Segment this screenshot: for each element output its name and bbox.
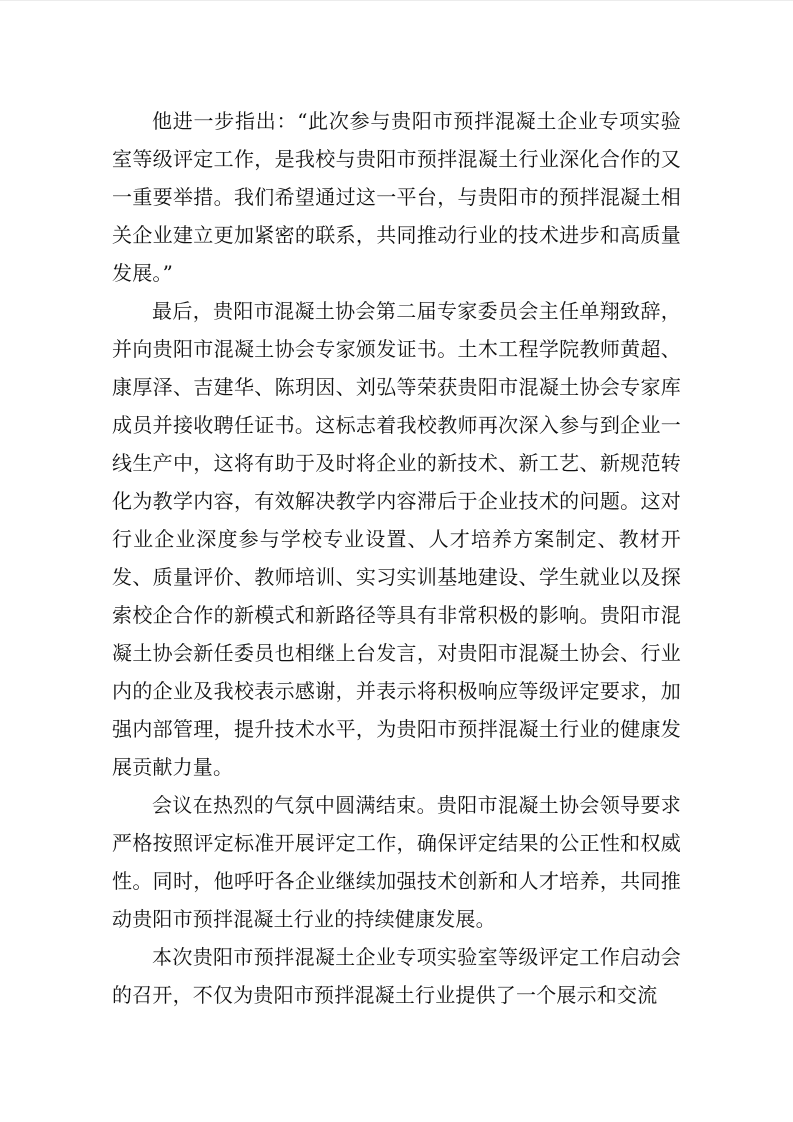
paragraph-closing-partial: 本次贵阳市预拌混凝土企业专项实验室等级评定工作启动会的召开，不仅为贵阳市预拌混凝土行业提供了一个展示和交流: [112, 945, 681, 1007]
document-text-block: [112, 102, 681, 1014]
paragraph-quote-statement: 他进一步指出：“此次参与贵阳市预拌混凝土企业专项实验室等级评定工作，是我校与贵阳市预拌混凝土行业深化合作的又一重要举措。我们希望通过这一平台，与贵阳市的预拌混凝土相关企业建立更加紧密的联系，共同推动行业的技术进步和高质量发展。”: [112, 109, 681, 285]
paragraph-ceremony-and-certificates: 最后，贵阳市混凝土协会第二届专家委员会主任单翔致辞，并向贵阳市混凝土协会专家颁发证书。土木工程学院教师黄超、康厚泽、吉建华、陈玥因、刘弘等荣获贵阳市混凝土协会专家库成员并接收聘任证书。这标志着我校教师再次深入参与到企业一线生产中，这将有助于及时将企业的新技术、新工艺、新规范转化为教学内容，有效解决教学内容滞后于企业技术的问题。这对行业企业深度参与学校专业设置、人才培养方案制定、教材开发、质量评价、教师培训、实习实训基地建设、学生就业以及探索校企合作的新模式和新路径等具有非常积极的影响。贵阳市混凝土协会新任委员也相继上台发言，对贵阳市混凝土协会、行业内的企业及我校表示感谢，并表示将积极响应等级评定要求，加强内部管理，提升技术水平，为贵阳市预拌混凝土行业的健康发展贡献力量。: [112, 299, 681, 779]
paragraph-meeting-conclusion: 会议在热烈的气氛中圆满结束。贵阳市混凝土协会领导要求严格按照评定标准开展评定工作，确保评定结果的公正性和权威性。同时，他呼吁各企业继续加强技术创新和人才培养，共同推动贵阳市预拌混凝土行业的持续健康发展。: [112, 793, 681, 931]
